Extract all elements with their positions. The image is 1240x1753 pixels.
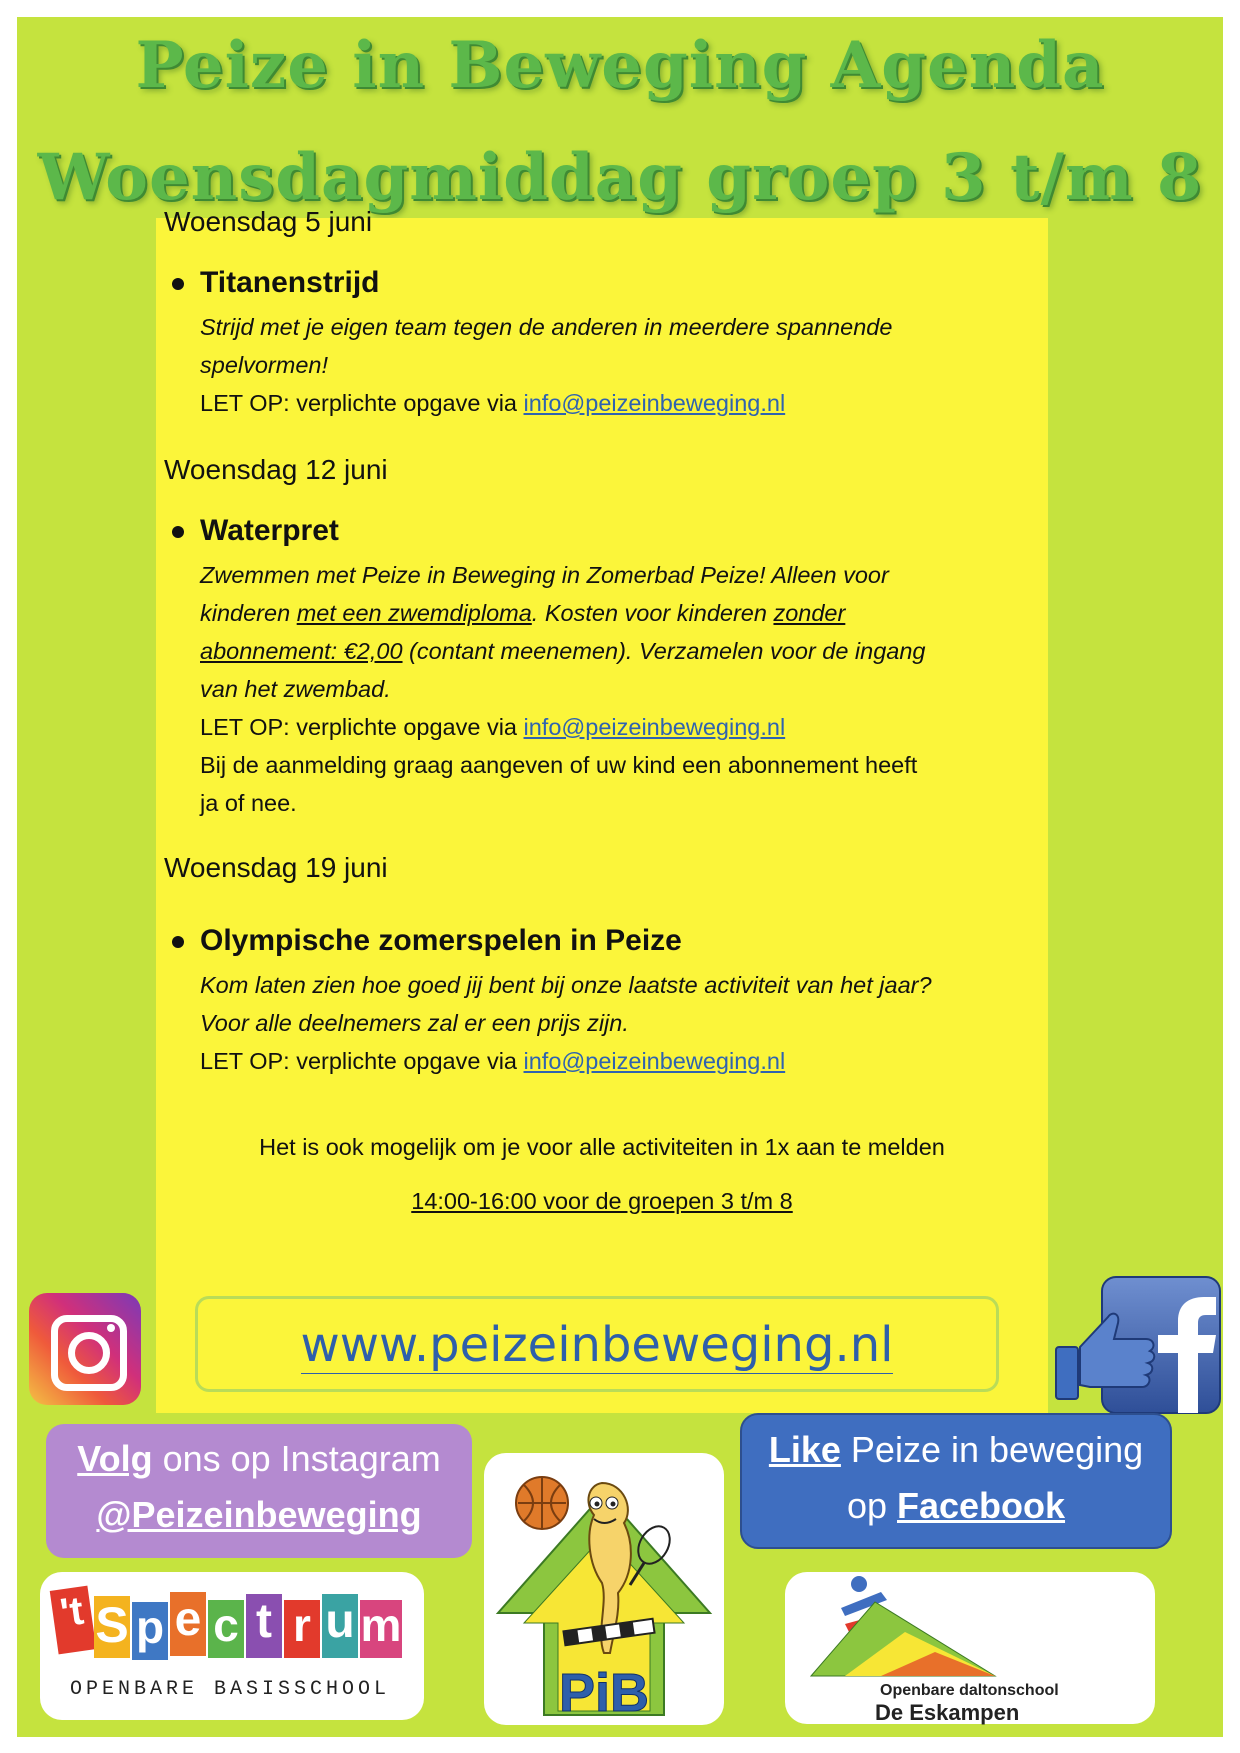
website-box[interactable]	[195, 1296, 999, 1392]
activity-description: Strijd met je eigen team tegen de anderen in meerdere spannende	[200, 314, 893, 340]
email-link[interactable]: info@peizeinbeweging.nl	[523, 390, 786, 416]
email-link[interactable]: info@peizeinbeweging.nl	[523, 1048, 786, 1074]
follow-rest: ons op Instagram	[152, 1438, 441, 1479]
bullet-icon	[172, 936, 184, 948]
text-part: (contant meenemen). Verzamelen voor de ingang	[402, 638, 926, 664]
instagram-lens	[68, 1332, 110, 1374]
spectrum-letter: S	[94, 1596, 130, 1658]
spectrum-letter: e	[170, 1592, 206, 1656]
agenda-panel	[156, 206, 1048, 1413]
instagram-follow-text	[46, 1438, 472, 1480]
like-rest: Peize in beweging	[840, 1429, 1144, 1470]
page-subtitle: Woensdagmiddag groep 3 t/m 8	[37, 140, 1203, 215]
spectrum-letter: c	[208, 1600, 244, 1658]
text-part: . Kosten voor kinderen	[531, 600, 774, 626]
registration-note	[200, 1048, 785, 1075]
pib-mascot-illustration	[484, 1453, 724, 1725]
registration-note	[200, 390, 785, 417]
page-title: Peize in Beweging Agenda	[135, 28, 1105, 103]
day-heading: Woensdag 12 juni	[164, 454, 388, 485]
spectrum-letter: r	[284, 1600, 320, 1658]
note-text: LET OP: verplichte opgave via	[200, 1048, 524, 1074]
activity-description: spelvormen!	[200, 352, 328, 378]
time-note: 14:00-16:00 voor de groepen 3 t/m 8	[411, 1188, 793, 1214]
activity-description	[200, 638, 926, 665]
activity-description: Zwemmen met Peize in Beweging in Zomerbad Peize! Alleen voor	[200, 562, 889, 588]
op-word: op	[846, 1485, 897, 1526]
email-link[interactable]: info@peizeinbeweging.nl	[523, 714, 786, 740]
spectrum-letter: p	[132, 1602, 168, 1660]
day-heading: Woensdag 19 juni	[164, 852, 388, 883]
facebook-word[interactable]: Facebook	[897, 1485, 1066, 1526]
facebook-like-text	[742, 1429, 1170, 1471]
note-text: LET OP: verplichte opgave via	[200, 390, 524, 416]
instagram-follow-box[interactable]	[46, 1424, 472, 1558]
activity-title: Waterpret	[200, 514, 339, 547]
website-link[interactable]	[198, 1317, 996, 1373]
activity-title: Titanenstrijd	[200, 266, 380, 299]
facebook-like-icon[interactable]	[1050, 1275, 1222, 1415]
spectrum-letter: m	[360, 1600, 402, 1658]
text-part-underlined: zonder	[773, 600, 846, 626]
follow-word: Volg	[77, 1438, 153, 1479]
bullet-icon	[172, 526, 184, 538]
activity-description	[200, 600, 845, 627]
text-part: kinderen	[200, 600, 297, 626]
note-text: LET OP: verplichte opgave via	[200, 714, 524, 740]
all-activities-note: Het is ook mogelijk om je voor alle activiteiten in 1x aan te melden	[259, 1134, 945, 1160]
pib-logo	[484, 1453, 724, 1725]
spectrum-school-logo	[40, 1572, 424, 1720]
text-part-underlined: abonnement: €2,00	[200, 638, 403, 664]
pib-wordmark: PiB	[558, 1663, 650, 1723]
registration-extra: ja of nee.	[200, 790, 297, 816]
website-text[interactable]: www.peizeinbeweging.nl	[300, 1317, 894, 1373]
text-part-underlined: met een zwemdiploma	[296, 600, 532, 626]
spectrum-letter: 't	[50, 1586, 97, 1655]
eskampen-line2: De Eskampen	[875, 1700, 1020, 1725]
activity-description: van het zwembad.	[200, 676, 391, 702]
instagram-icon[interactable]	[29, 1293, 141, 1405]
spectrum-letter: u	[322, 1594, 358, 1658]
facebook-op-text	[742, 1485, 1170, 1527]
eskampen-line1: Openbare daltonschool	[880, 1682, 1059, 1699]
eskampen-school-logo	[785, 1572, 1155, 1724]
spectrum-letter: t	[246, 1594, 282, 1658]
activity-description: Voor alle deelnemers zal er een prijs zijn.	[200, 1010, 629, 1036]
spectrum-wordmark	[54, 1588, 414, 1658]
day-heading: Woensdag 5 juni	[164, 206, 373, 237]
spectrum-subtitle: OPENBARE BASISSCHOOL	[70, 1678, 391, 1701]
eskampen-graphic	[785, 1572, 1155, 1682]
registration-extra: Bij de aanmelding graag aangeven of uw kind een abonnement heeft	[200, 752, 918, 778]
activity-description: Kom laten zien hoe goed jij bent bij onze laatste activiteit van het jaar?	[200, 972, 932, 998]
like-word: Like	[768, 1429, 841, 1470]
bullet-icon	[172, 278, 184, 290]
facebook-like-box[interactable]	[740, 1413, 1172, 1549]
registration-note	[200, 714, 785, 741]
activity-title: Olympische zomerspelen in Peize	[200, 924, 682, 957]
instagram-handle[interactable]: @Peizeinbeweging	[96, 1494, 422, 1535]
instagram-dot	[107, 1324, 115, 1332]
